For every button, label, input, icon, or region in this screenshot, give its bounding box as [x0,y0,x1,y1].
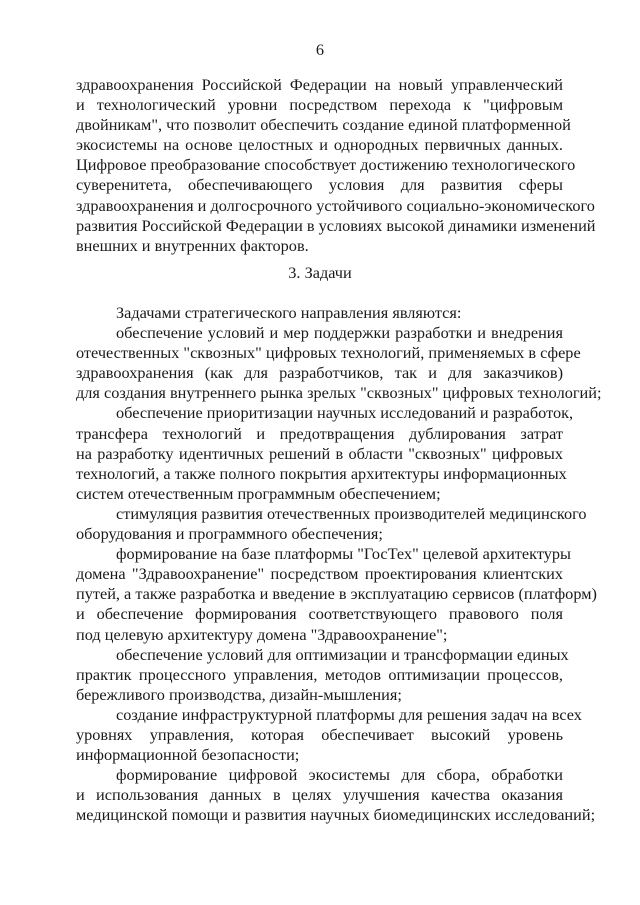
text-line: технологий, а также полного покрытия архитектуры информационных [76,463,567,483]
text-line: суверенитета, обеспечивающего условия для развития сферы [76,175,563,195]
text-line: развития Российской Федерации в условиях высокой динамики изменений [76,215,596,235]
text-line: трансфера технологий и предотвращения дублирования затрат [76,423,563,443]
text-line: на разработку идентичных решений в области "сквозных" цифровых [76,443,563,463]
text-line: информационной безопасности; [76,745,300,765]
text-line: бережливого производства, дизайн-мышления; [76,684,402,704]
text-line: здравоохранения (как для разработчиков, так и для заказчиков) [76,363,563,383]
text-line: медицинской помощи и развития научных биомедицинских исследований; [76,805,596,825]
text-line: уровнях управления, которая обеспечивает высокий уровень [76,724,563,744]
text-line: для создания внутреннего рынка зрелых "сквозных" цифровых технологий; [76,383,602,403]
text-line: экосистемы на основе целостных и однородных первичных данных. [76,135,563,155]
text-line: практик процессного управления, методов оптимизации процессов, [76,664,563,684]
text-line: оборудования и программного обеспечения; [76,524,383,544]
section-heading: 3. Задачи [288,263,352,282]
text-line: под целевую архитектуру домена "Здравоохранение"; [76,624,448,644]
text-line: внешних и внутренних факторов. [76,235,309,255]
text-line: обеспечение условий и мер поддержки разработки и внедрения [116,323,563,343]
text-line: обеспечение условий для оптимизации и трансформации единых [116,644,569,664]
text-line: двойникам", что позволит обеспечить создание единой платформенной [76,115,571,135]
text-line: здравоохранения и долгосрочного устойчивого социально-экономического [76,195,595,215]
tasks-intro-line: Задачами стратегического направления являются: [116,303,462,322]
text-line: формирование на базе платформы "ГосТех" целевой архитектуры [116,544,571,564]
text-line: и использования данных в целях улучшения качества оказания [76,785,563,805]
text-line: формирование цифровой экосистемы для сбора, обработки [116,765,563,785]
text-line: обеспечение приоритизации научных исследований и разработок, [116,403,574,423]
tasks-section [76,303,602,825]
text-line: домена "Здравоохранение" посредством проектирования клиентских [76,564,563,584]
text-line: систем отечественным программным обеспечением; [76,483,441,503]
text-line: Цифровое преобразование способствует достижению технологического [76,155,576,175]
text-line: стимуляция развития отечественных производителей медицинского [116,503,587,523]
intro-paragraph [76,75,596,256]
text-line: отечественных "сквозных" цифровых технологий, применяемых в сфере [76,343,581,363]
text-line: создание инфраструктурной платформы для решения задач на всех [116,704,582,724]
page-number: 6 [315,40,325,59]
text-line: путей, а также разработка и введение в эксплуатацию сервисов (платформ) [76,584,597,604]
text-line: и обеспечение формирования соответствующего правового поля [76,604,563,624]
text-line: здравоохранения Российской Федерации на новый управленческий [76,75,563,94]
text-line: и технологический уровни посредством перехода к "цифровым [76,95,563,115]
